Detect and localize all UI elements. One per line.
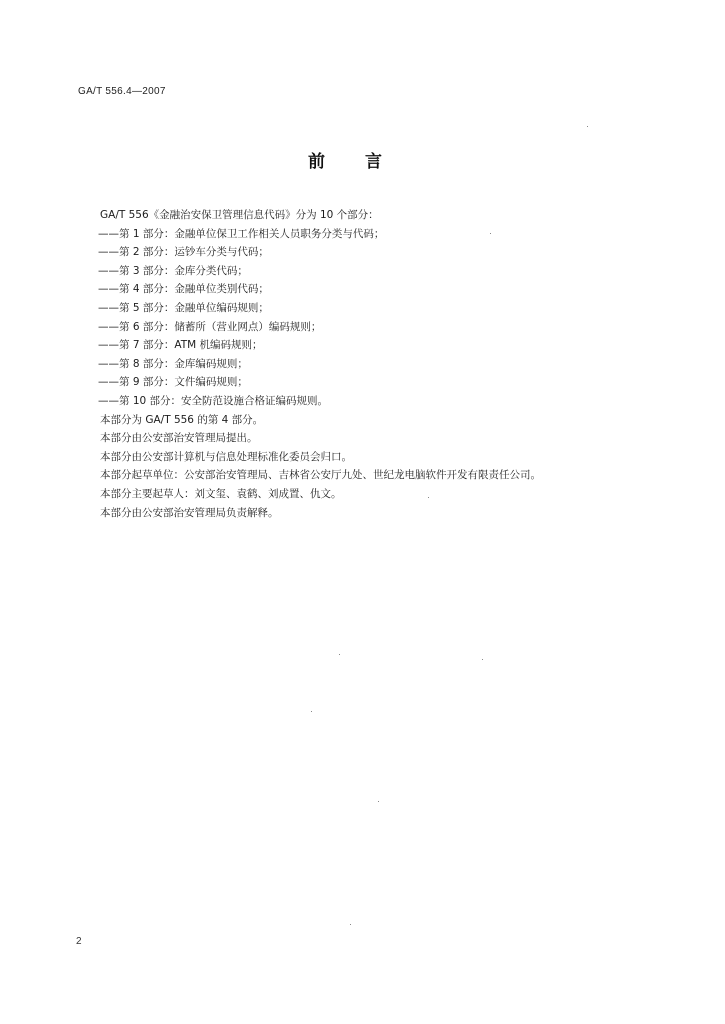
scan-speck: [587, 126, 588, 127]
list-item-part-2: ——第 2 部分：运钞车分类与代码；: [98, 246, 269, 259]
paragraph-intro: GA/T 556《金融治安保卫管理信息代码》分为 10 个部分：: [100, 209, 379, 221]
paragraph-part-statement: 本部分为 GA/T 556 的第 4 部分。: [100, 413, 264, 426]
standard-code: GA/T 556.4—2007: [78, 86, 166, 97]
list-item-part-8: ——第 8 部分：金库编码规则；: [98, 357, 248, 370]
page-title: 前言: [308, 152, 422, 172]
paragraph-administrator: 本部分由公安部计算机与信息处理标准化委员会归口。: [100, 450, 352, 463]
foreword-body: [100, 206, 700, 522]
paragraph-proposer: 本部分由公安部治安管理局提出。: [100, 432, 258, 445]
list-item-part-1: ——第 1 部分：金融单位保卫工作相关人员职务分类与代码；: [98, 227, 385, 240]
paragraph-drafting-units: 本部分起草单位：公安部治安管理局、吉林省公安厅九处、世纪龙电脑软件开发有限责任公司。: [100, 469, 541, 482]
paragraph-interpretation: 本部分由公安部治安管理局负责解释。: [100, 506, 279, 519]
scan-speck: [482, 659, 483, 660]
scan-speck: [490, 233, 491, 234]
list-item-part-9: ——第 9 部分：文件编码规则；: [98, 376, 248, 389]
list-item-part-4: ——第 4 部分：金融单位类别代码；: [98, 283, 269, 296]
scan-speck: [378, 801, 379, 802]
list-item-part-6: ——第 6 部分：储蓄所（营业网点）编码规则；: [98, 320, 322, 333]
list-item-part-7: ——第 7 部分：ATM 机编码规则；: [98, 339, 263, 352]
scan-speck: [339, 654, 340, 655]
scan-speck: [428, 497, 429, 498]
scan-speck: [350, 924, 351, 925]
list-item-part-10: ——第 10 部分：安全防范设施合格证编码规则。: [98, 394, 329, 407]
paragraph-drafters: 本部分主要起草人：刘文玺、袁鹤、刘成置、仇文。: [100, 487, 342, 500]
list-item-part-5: ——第 5 部分：金融单位编码规则；: [98, 301, 269, 314]
list-item-part-3: ——第 3 部分：金库分类代码；: [98, 264, 248, 277]
page-number: 2: [76, 936, 82, 947]
scan-speck: [311, 711, 312, 712]
